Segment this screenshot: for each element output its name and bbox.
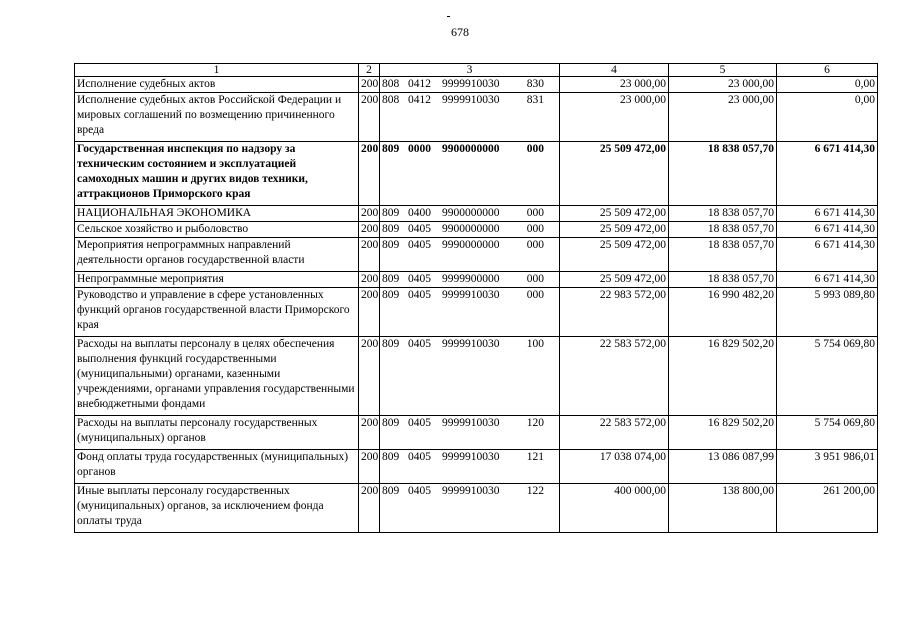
- table-row: [75, 484, 878, 533]
- plan-amount: 25 509 472,00: [560, 222, 669, 238]
- fact-amount: 16 829 502,20: [669, 337, 777, 416]
- expense-type-code: 000: [526, 273, 544, 285]
- section-code: 809: [382, 289, 400, 301]
- fact-amount: 23 000,00: [669, 93, 777, 142]
- column-header: 5: [669, 64, 777, 77]
- section-code: 809: [382, 143, 400, 155]
- subsection-code: 0405: [408, 239, 431, 251]
- plan-amount: 25 509 472,00: [560, 142, 669, 206]
- fact-amount: 18 838 057,70: [669, 272, 777, 288]
- subsection-code: 0405: [408, 417, 431, 429]
- fact-amount: 23 000,00: [669, 77, 777, 93]
- admin-code: 200: [359, 288, 380, 337]
- expense-type-code: 000: [526, 289, 544, 301]
- row-name: Исполнение судебных актов Российской Федерации и мировых соглашений по возмещению причиненного вреда: [75, 93, 359, 142]
- subsection-code: 0405: [408, 273, 431, 285]
- subsection-code: 0412: [408, 78, 431, 90]
- section-code: 809: [382, 207, 400, 219]
- subsection-code: 0000: [408, 143, 431, 155]
- fact-amount: 18 838 057,70: [669, 238, 777, 272]
- table-row: [75, 142, 878, 206]
- row-name: Государственная инспекция по надзору за техническим состоянием и эксплуатацией самоходных машин и других видов техники, аттракционов Приморского края: [75, 142, 359, 206]
- plan-amount: 22 983 572,00: [560, 288, 669, 337]
- row-name: Иные выплаты персоналу государственных (муниципальных) органов, за исключением фонда оплаты труда: [75, 484, 359, 533]
- fact-amount: 18 838 057,70: [669, 206, 777, 222]
- row-name: Расходы на выплаты персоналу государственных (муниципальных) органов: [75, 416, 359, 450]
- table-row: [75, 288, 878, 337]
- table-row: [75, 337, 878, 416]
- fact-amount: 18 838 057,70: [669, 142, 777, 206]
- row-name: Мероприятия непрограммных направлений деятельности органов государственной власти: [75, 238, 359, 272]
- remainder-amount: 5 993 089,80: [777, 288, 878, 337]
- section-code: 809: [382, 223, 400, 235]
- expense-type-code: 100: [526, 338, 544, 350]
- classification-code: [380, 238, 560, 272]
- fact-amount: 138 800,00: [669, 484, 777, 533]
- table-row: [75, 222, 878, 238]
- classification-code: [380, 77, 560, 93]
- classification-code: [380, 288, 560, 337]
- remainder-amount: 6 671 414,30: [777, 142, 878, 206]
- table-row: [75, 77, 878, 93]
- classification-code: [380, 416, 560, 450]
- classification-code: [380, 222, 560, 238]
- classification-code: [380, 93, 560, 142]
- expense-type-code: 000: [526, 223, 544, 235]
- target-article-code: 9999910030: [442, 338, 500, 350]
- section-code: 809: [382, 338, 400, 350]
- row-name: Фонд оплаты труда государственных (муниципальных) органов: [75, 450, 359, 484]
- subsection-code: 0405: [408, 451, 431, 463]
- table-row: [75, 450, 878, 484]
- subsection-code: 0405: [408, 289, 431, 301]
- column-header: 1: [75, 64, 359, 77]
- plan-amount: 25 509 472,00: [560, 206, 669, 222]
- fact-amount: 13 086 087,99: [669, 450, 777, 484]
- plan-amount: 25 509 472,00: [560, 272, 669, 288]
- plan-amount: 25 509 472,00: [560, 238, 669, 272]
- plan-amount: 22 583 572,00: [560, 416, 669, 450]
- admin-code: 200: [359, 222, 380, 238]
- admin-code: 200: [359, 206, 380, 222]
- target-article-code: 9999910030: [442, 417, 500, 429]
- subsection-code: 0405: [408, 338, 431, 350]
- remainder-amount: 6 671 414,30: [777, 272, 878, 288]
- column-header: 2: [359, 64, 380, 77]
- remainder-amount: 5 754 069,80: [777, 416, 878, 450]
- plan-amount: 23 000,00: [560, 93, 669, 142]
- admin-code: 200: [359, 142, 380, 206]
- classification-code: [380, 272, 560, 288]
- section-code: 809: [382, 451, 400, 463]
- section-code: 808: [382, 78, 400, 90]
- classification-code: [380, 337, 560, 416]
- expense-type-code: 830: [526, 78, 544, 90]
- row-name: Непрограммные мероприятия: [75, 272, 359, 288]
- column-header: 3: [380, 64, 560, 77]
- target-article-code: 9999900000: [442, 273, 500, 285]
- classification-code: [380, 484, 560, 533]
- row-name: НАЦИОНАЛЬНАЯ ЭКОНОМИКА: [75, 206, 359, 222]
- classification-code: [380, 206, 560, 222]
- section-code: 809: [382, 239, 400, 251]
- row-name: Исполнение судебных актов: [75, 77, 359, 93]
- classification-code: [380, 142, 560, 206]
- column-header: 6: [777, 64, 878, 77]
- expense-type-code: 831: [526, 94, 544, 106]
- remainder-amount: 0,00: [777, 77, 878, 93]
- section-code: 808: [382, 94, 400, 106]
- target-article-code: 9990000000: [442, 239, 500, 251]
- plan-amount: 400 000,00: [560, 484, 669, 533]
- fact-amount: 18 838 057,70: [669, 222, 777, 238]
- classification-code: [380, 450, 560, 484]
- target-article-code: 9900000000: [442, 143, 500, 155]
- expense-type-code: 000: [526, 143, 544, 155]
- section-code: 809: [382, 485, 400, 497]
- row-name: Руководство и управление в сфере установленных функций органов государственной власти Приморского края: [75, 288, 359, 337]
- expense-type-code: 000: [526, 207, 544, 219]
- admin-code: 200: [359, 238, 380, 272]
- expense-type-code: 120: [526, 417, 544, 429]
- remainder-amount: 5 754 069,80: [777, 337, 878, 416]
- row-name: Расходы на выплаты персоналу в целях обеспечения выполнения функций государственными (муниципальными) органами, казенными учреждениями, органами управления государственными внебюджетными фондами: [75, 337, 359, 416]
- target-article-code: 9999910030: [442, 78, 500, 90]
- subsection-code: 0405: [408, 485, 431, 497]
- table-row: [75, 93, 878, 142]
- remainder-amount: 6 671 414,30: [777, 222, 878, 238]
- plan-amount: 23 000,00: [560, 77, 669, 93]
- admin-code: 200: [359, 484, 380, 533]
- page-mark: [447, 16, 450, 17]
- target-article-code: 9900000000: [442, 223, 500, 235]
- admin-code: 200: [359, 416, 380, 450]
- page-number: 678: [451, 25, 469, 39]
- target-article-code: 9999910030: [442, 94, 500, 106]
- table-row: [75, 238, 878, 272]
- column-header: 4: [560, 64, 669, 77]
- header-row: [75, 64, 878, 77]
- subsection-code: 0405: [408, 223, 431, 235]
- admin-code: 200: [359, 450, 380, 484]
- admin-code: 200: [359, 93, 380, 142]
- expense-type-code: 121: [526, 451, 544, 463]
- plan-amount: 17 038 074,00: [560, 450, 669, 484]
- admin-code: 200: [359, 337, 380, 416]
- plan-amount: 22 583 572,00: [560, 337, 669, 416]
- section-code: 809: [382, 273, 400, 285]
- table-row: [75, 272, 878, 288]
- admin-code: 200: [359, 272, 380, 288]
- expense-type-code: 122: [526, 485, 544, 497]
- fact-amount: 16 990 482,20: [669, 288, 777, 337]
- budget-table: [74, 63, 878, 533]
- target-article-code: 9999910030: [442, 451, 500, 463]
- remainder-amount: 6 671 414,30: [777, 238, 878, 272]
- section-code: 809: [382, 417, 400, 429]
- target-article-code: 9900000000: [442, 207, 500, 219]
- remainder-amount: 3 951 986,01: [777, 450, 878, 484]
- subsection-code: 0412: [408, 94, 431, 106]
- row-name: Сельское хозяйство и рыболовство: [75, 222, 359, 238]
- remainder-amount: 6 671 414,30: [777, 206, 878, 222]
- subsection-code: 0400: [408, 207, 431, 219]
- target-article-code: 9999910030: [442, 485, 500, 497]
- table-row: [75, 416, 878, 450]
- fact-amount: 16 829 502,20: [669, 416, 777, 450]
- target-article-code: 9999910030: [442, 289, 500, 301]
- remainder-amount: 0,00: [777, 93, 878, 142]
- remainder-amount: 261 200,00: [777, 484, 878, 533]
- table-row: [75, 206, 878, 222]
- admin-code: 200: [359, 77, 380, 93]
- expense-type-code: 000: [526, 239, 544, 251]
